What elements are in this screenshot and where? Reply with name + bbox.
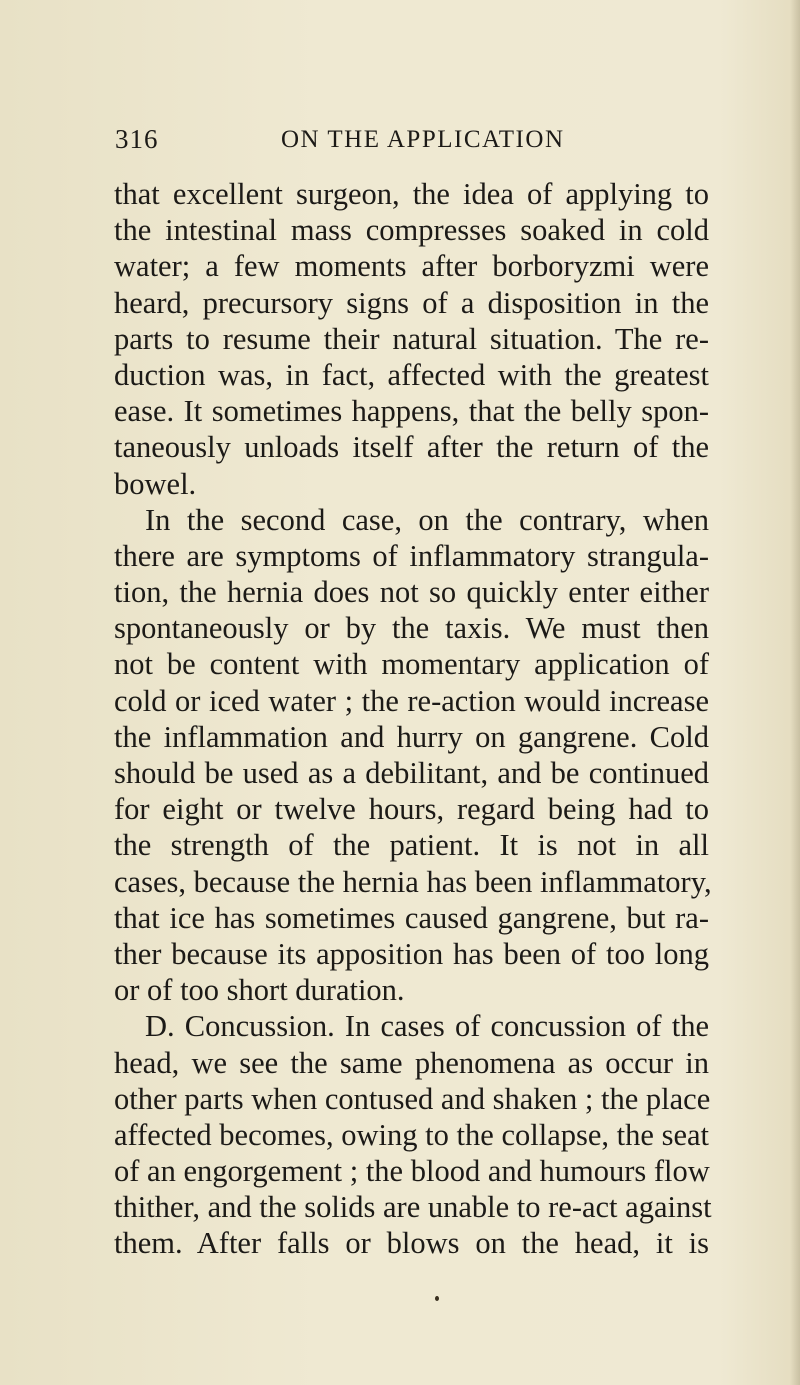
body-text (114, 176, 712, 1262)
paragraph-start-line: In the second case, on the contrary, when (145, 502, 709, 537)
text-line: of an engorgement ; the blood and humours flow (114, 1154, 710, 1189)
text-line: should be used as a debilitant, and be continued (114, 756, 709, 790)
text-line: head, we see the same phenomena as occur in (114, 1045, 709, 1080)
text-line: duction was, in fact, affected with the greatest (114, 357, 709, 392)
text-line: the strength of the patient. It is not in all (114, 828, 709, 863)
text-line: or of too short duration. (114, 973, 405, 1008)
text-line: thither, and the solids are unable to re-act against (114, 1190, 712, 1225)
text-line: that ice has sometimes caused gangrene, but ra- (114, 900, 709, 935)
text-line: cases, because the hernia has been inflammatory, (114, 864, 712, 899)
paragraph-start-line: D. Concussion. In cases of concussion of the (145, 1009, 709, 1044)
text-line: bowel. (114, 466, 197, 501)
text-line: water; a few moments after borboryzmi were (114, 249, 709, 284)
text-line: the intestinal mass compresses soaked in cold (114, 213, 709, 248)
text-line: them. After falls or blows on the head, it is (114, 1226, 709, 1261)
running-head: ON THE APPLICATION (281, 126, 565, 153)
page-edge-shadow (790, 0, 800, 1385)
text-line: other parts when contused and shaken ; the place (114, 1081, 711, 1116)
text-line: heard, precursory signs of a disposition in the (114, 285, 709, 320)
text-line: cold or iced water ; the re-action would increase (114, 683, 709, 718)
text-line: tion, the hernia does not so quickly enter either (114, 575, 709, 610)
text-line: there are symptoms of inflammatory strangula- (114, 538, 709, 573)
page-number: 316 (115, 124, 159, 154)
text-line: ease. It sometimes happens, that the belly spon- (114, 394, 709, 429)
text-line: affected becomes, owing to the collapse, the seat (114, 1117, 709, 1152)
text-line: parts to resume their natural situation. The re- (114, 321, 709, 356)
page-header (115, 124, 715, 164)
text-line: taneously unloads itself after the return of the (114, 430, 709, 465)
text-line: ther because its apposition has been of too long (114, 936, 709, 971)
text-line: the inflammation and hurry on gangrene. Cold (114, 719, 709, 754)
text-line: spontaneously or by the taxis. We must then (114, 611, 709, 646)
text-line: for eight or twelve hours, regard being had to (114, 792, 709, 827)
text-line: that excellent surgeon, the idea of applying to (114, 177, 709, 211)
text-line: not be content with momentary application of (114, 647, 709, 682)
ink-speck (435, 1296, 439, 1301)
